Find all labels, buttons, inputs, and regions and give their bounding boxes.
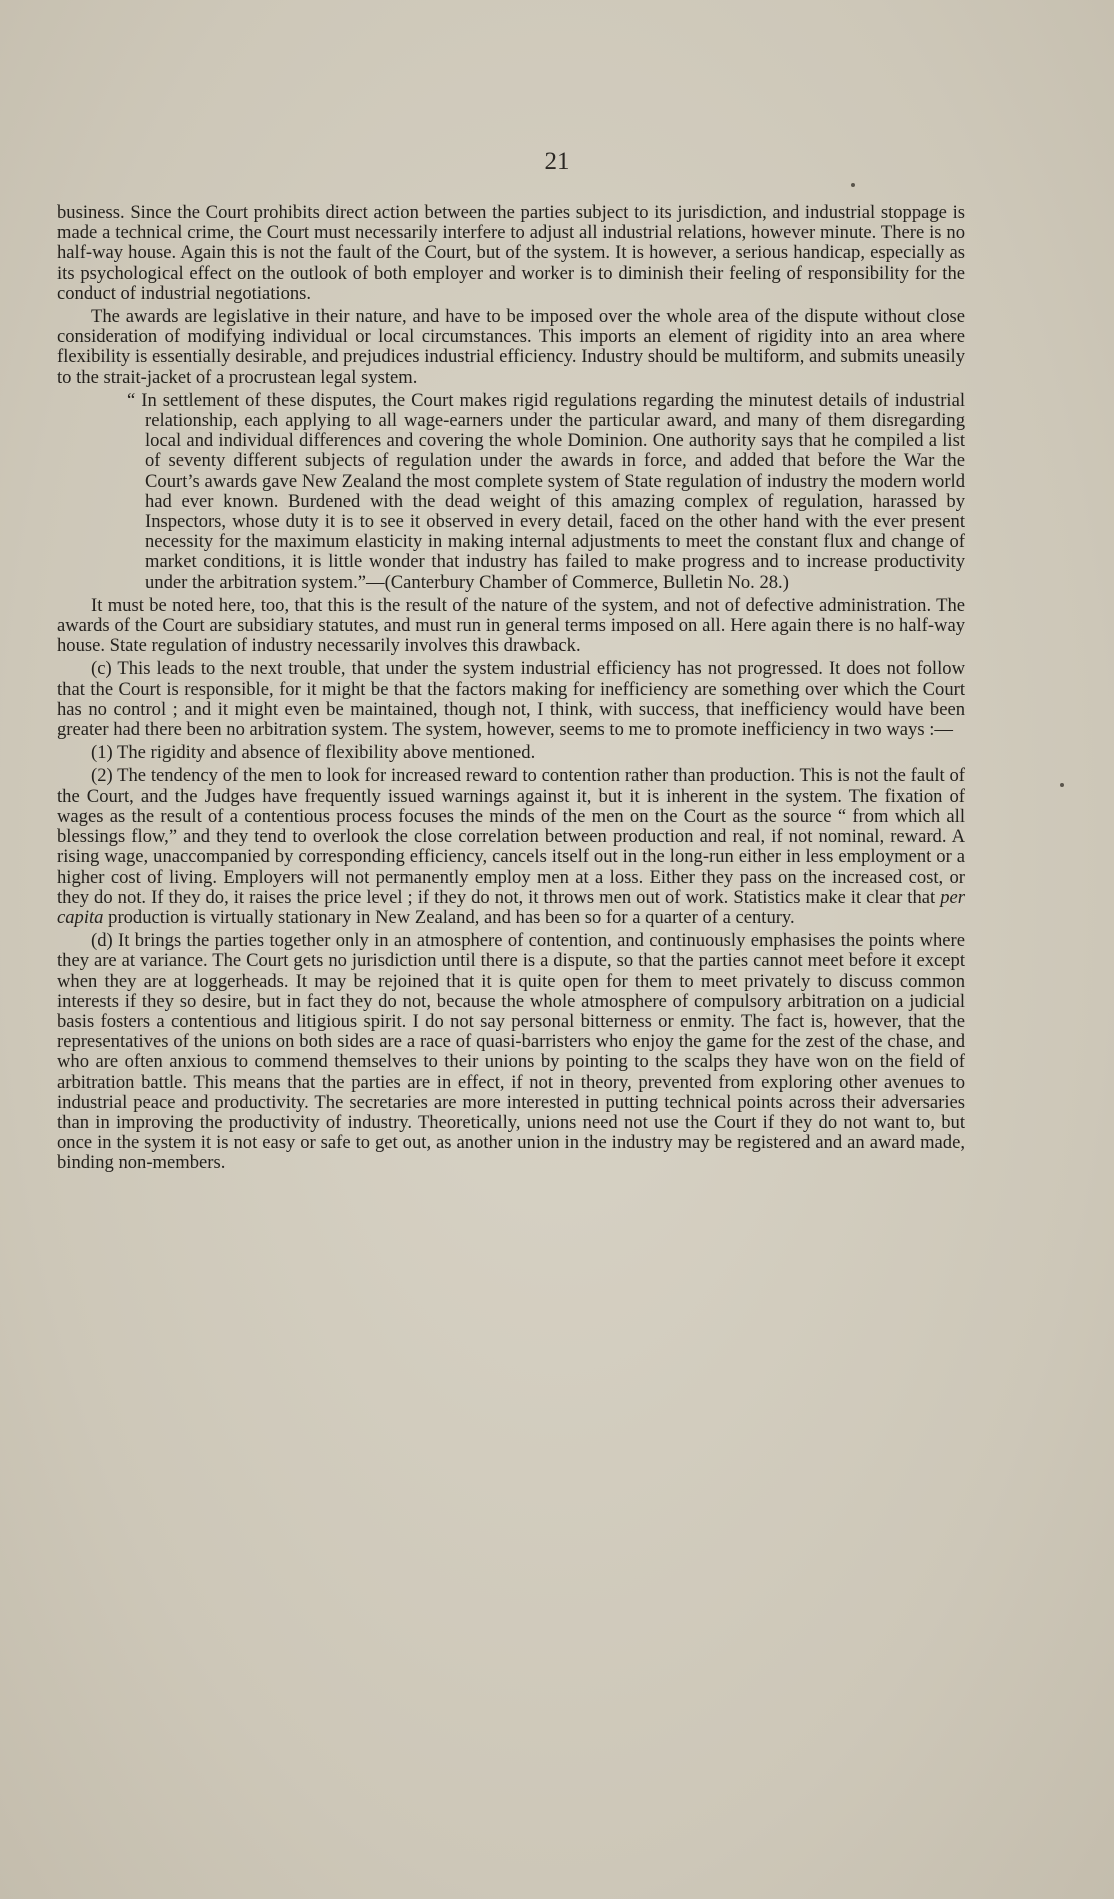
block-quote-canterbury: “ In settlement of these disputes, the Court makes rigid regulations regarding the minutest details of industrial relationship, each applying to all wage-earners under the particular award, and many of them disregarding local and individual differences and covering the whole Dominion. One authority says that he compiled a list of seventy different subjects of regulation under the awards in force, and added that before the War the Court’s awards gave New Zealand the most complete system of State regulation of industry the modern world had ever known. Burdened with the dead weight of this amazing complex of regulation, harassed by Inspectors, whose duty it is to see it observed in every detail, faced on the other hand with the ever present necessity for the maximum elasticity in making internal adjustments to meet the constant flux and change of market conditions, it is little wonder that industry has failed to make progress and to increase productivity under the arbitration system.”—(Canterbury Chamber of Commerce, Bulletin No. 28.) <box>127 389 965 593</box>
paragraph-item-2-part-b: production is virtually stationary in New Zealand, and has been so for a quarter of a century. <box>108 906 795 928</box>
paragraph-item-2-part-a: (2) The tendency of the men to look for increased reward to contention rather than production. This is not the fault of the Court, and the Judges have frequently issued warnings against it, but it is inherent in the system. The fixation of wages as the result of a contentious process focuses the minds of the men on the Court as the source “ from which all blessings flow,” and they tend to overlook the close correlation between production and real, if not nominal, reward. A rising wage, unaccompanied by corresponding efficiency, cancels itself out in the long-run either in less employment or a higher cost of living. Employers will not permanently employ men at a loss. Either they pass on the increased cost, or they do not. If they do, it raises the price level ; if they do not, it throws men out of work. Statistics make it clear that <box>57 765 965 908</box>
paragraph-awards: The awards are legislative in their nature, and have to be imposed over the whole area of the dispute without close consideration of modifying individual or local circumstances. This imports an element of rigidity into an area where flexibility is essentially desirable, and prejudices industrial efficiency. Industry should be multiform, and submits uneasily to the strait-jacket of a procrustean legal system. <box>57 306 965 388</box>
paper-speck <box>1060 783 1064 787</box>
paragraph-d-contention: (d) It brings the parties together only in an atmosphere of contention, and continuously emphasises the points where they are at variance. The Court gets no jurisdiction until there is a dispute, so that the parties cannot meet before it except when they are at loggerheads. It may be rejoined that it is quite open for them to meet privately to discuss common interests if they so desire, but in fact they do not, because the whole atmosphere of compulsory arbitration on a judicial basis fosters a contentious and litigious spirit. I do not say personal bitterness or enmity. The fact is, however, that the representatives of the unions on both sides are a race of quasi-barristers who enjoy the game for the zest of the chase, and who are often anxious to commend themselves to their unions by pointing to the scalps they have won on the field of arbitration battle. This means that the parties are in effect, if not in theory, prevented from exploring other avenues to industrial peace and productivity. The secretaries are more interested in putting technical points across their adversaries than in improving the productivity of industry. Theoretically, unions need not use the Court if they do not want to, but once in the system it is not easy or safe to get out, as another union in the industry may be registered and an award made, binding non-members. <box>57 930 965 1174</box>
paragraph-item-2 <box>57 766 965 928</box>
body-text <box>57 203 965 1177</box>
per-capita-italic: per capita <box>57 886 965 928</box>
paragraph-noted: It must be noted here, too, that this is the result of the nature of the system, and not of defective administration. The awards of the Court are subsidiary statutes, and must run in general terms imposed on all. Here again there is no half-way house. State regulation of industry necessarily involves this drawback. <box>57 594 965 657</box>
paper-speck <box>851 183 855 187</box>
paragraph-item-1: (1) The rigidity and absence of flexibility above mentioned. <box>91 742 536 764</box>
paragraph-business: business. Since the Court prohibits direct action between the parties subject to its jurisdiction, and industrial stoppage is made a technical crime, the Court must necessarily interfere to adjust all industrial relations, however minute. There is no half-way house. Again this is not the fault of the Court, but of the system. It is however, a serious handicap, especially as its psychological effect on the outlook of both employer and worker is to diminish their feeling of responsibility for the conduct of industrial negotiations. <box>57 202 965 304</box>
paragraph-c-efficiency: (c) This leads to the next trouble, that under the system industrial efficiency has not progressed. It does not follow that the Court is responsible, for it might be that the factors making for inefficiency are something over which the Court has no control ; and it might even be maintained, though not, I think, with success, that inefficiency would have been greater had there been no arbitration system. The system, however, seems to me to promote inefficiency in two ways :— <box>57 658 965 741</box>
page-number: 21 <box>544 148 570 175</box>
